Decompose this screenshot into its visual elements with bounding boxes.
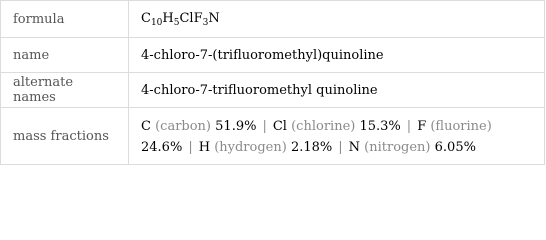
fraction-item: H (hydrogen) 2.18% (198, 140, 333, 155)
formula-part: N (208, 10, 220, 26)
fraction-item: Cl (chlorine) 15.3% (272, 119, 401, 134)
formula-part: ClF$_3$ (179, 10, 209, 28)
fraction-item: C (carbon) 51.9% (141, 119, 257, 134)
row-label: mass fractions (1, 108, 129, 165)
table-row-formula (1, 1, 545, 38)
row-label: alternate names (1, 73, 129, 108)
fraction-item: F (fluorine) (417, 119, 492, 134)
separator: | (338, 140, 343, 155)
separator: | (262, 119, 267, 134)
formula-part: $H_5$ (162, 10, 180, 28)
formula-value (129, 1, 545, 38)
alternate-names-value: 4-chloro-7-trifluoromethyl quinoline (129, 73, 545, 108)
fraction-item: 24.6% (141, 140, 183, 155)
formula-part: $C_{10}$ (141, 10, 163, 28)
table-row-name (1, 38, 545, 73)
table-row-alternate-names (1, 73, 545, 108)
row-label: name (1, 38, 129, 73)
table-row-mass-fractions (1, 108, 545, 165)
name-value: 4-chloro-7-(trifluoromethyl)quinoline (129, 38, 545, 73)
separator: | (406, 119, 412, 134)
separator: | (188, 140, 193, 155)
row-label: formula (1, 1, 129, 38)
fraction-item: N (nitrogen) 6.05% (348, 140, 476, 155)
mass-fractions-value (129, 108, 545, 165)
